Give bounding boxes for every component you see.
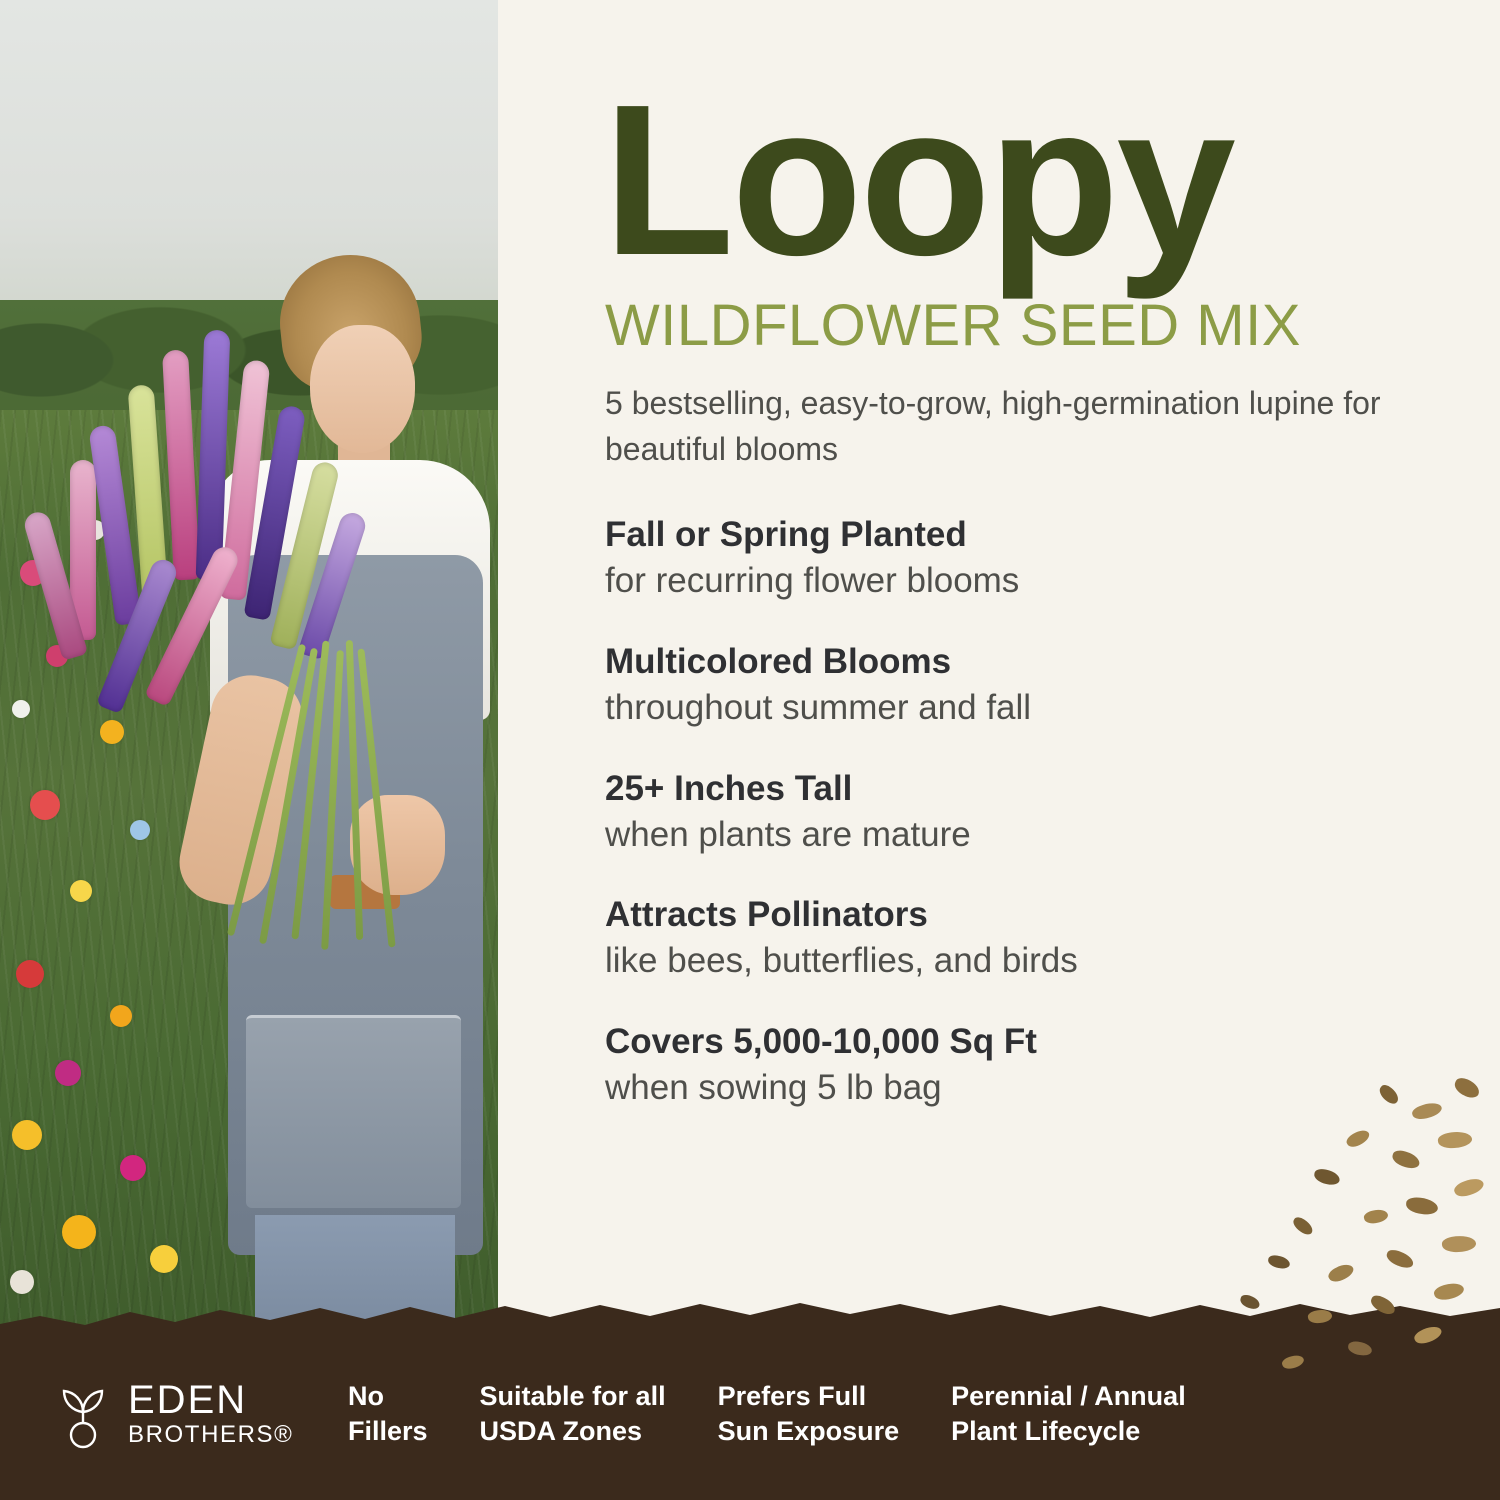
feature-subtext: when sowing 5 lb bag (605, 1068, 942, 1108)
footer-badge-sun-exposure (718, 1379, 900, 1449)
meadow-flower (70, 880, 92, 902)
seedling-icon (52, 1378, 114, 1450)
stem (321, 650, 344, 950)
meadow-flower (12, 1120, 42, 1150)
lupine-stalk (162, 349, 200, 580)
brand-line-2: BROTHERS® (128, 1420, 294, 1448)
feature-heading: Covers 5,000-10,000 Sq Ft (605, 1022, 1037, 1062)
meadow-flower (55, 1060, 81, 1086)
feature-heading: Multicolored Blooms (605, 641, 952, 681)
footer-badge-line1: Prefers Full (717, 1380, 867, 1411)
meadow-flower (62, 1215, 96, 1249)
brand-wordmark (128, 1377, 294, 1448)
bouquet-stems (255, 640, 405, 970)
product-subtitle: WILDFLOWER SEED MIX (605, 293, 1301, 359)
footer-badge-usda-zones (480, 1379, 666, 1449)
torn-soil-edge (0, 1298, 1500, 1332)
feature-item (605, 768, 1460, 857)
feature-item (605, 641, 1460, 730)
footer-badge-line2: Sun Exposure (717, 1416, 900, 1446)
feature-item (605, 894, 1460, 983)
meadow-flower (120, 1155, 146, 1181)
footer-bar (0, 1328, 1500, 1500)
meadow-flower (110, 1005, 132, 1027)
feature-list (605, 514, 1460, 1110)
hero-photo (0, 0, 498, 1345)
feature-heading: 25+ Inches Tall (605, 768, 853, 808)
feature-heading: Fall or Spring Planted (605, 515, 967, 555)
feature-item (605, 1021, 1460, 1110)
feature-subtext: for recurring flower blooms (605, 561, 1020, 601)
brand-line-1: EDEN (128, 1377, 248, 1422)
meadow-flower (130, 820, 150, 840)
footer-badge-line2: USDA Zones (479, 1416, 643, 1446)
footer-badge-line1: Suitable for all (479, 1380, 666, 1411)
feature-subtext: when plants are mature (605, 814, 971, 854)
meadow-flower (30, 790, 60, 820)
footer-badge-line1: No (348, 1380, 384, 1411)
seedling-glyph (52, 1378, 114, 1450)
meadow-flower (10, 1270, 34, 1294)
footer-badge-lifecycle (951, 1379, 1186, 1449)
footer-badge-no-fillers (348, 1379, 428, 1449)
footer-badge-line2: Plant Lifecycle (951, 1416, 1141, 1446)
meadow-flower (12, 700, 30, 718)
footer-badge-line1: Perennial / Annual (951, 1380, 1186, 1411)
brand-logo[interactable] (52, 1378, 342, 1450)
feature-heading: Attracts Pollinators (605, 895, 928, 935)
footer-badge-line2: Fillers (348, 1416, 428, 1446)
product-details (498, 0, 1500, 1345)
apron-pocket (246, 1015, 461, 1208)
feature-subtext: like bees, butterflies, and birds (605, 941, 1078, 981)
stem (357, 648, 395, 947)
feature-subtext: throughout summer and fall (605, 687, 1032, 727)
meadow-flower (16, 960, 44, 988)
product-lede: 5 bestselling, easy-to-grow, high-germination lupine for beautiful blooms (605, 385, 1381, 467)
feature-item (605, 514, 1460, 603)
page-title: Loopy (603, 59, 1233, 300)
